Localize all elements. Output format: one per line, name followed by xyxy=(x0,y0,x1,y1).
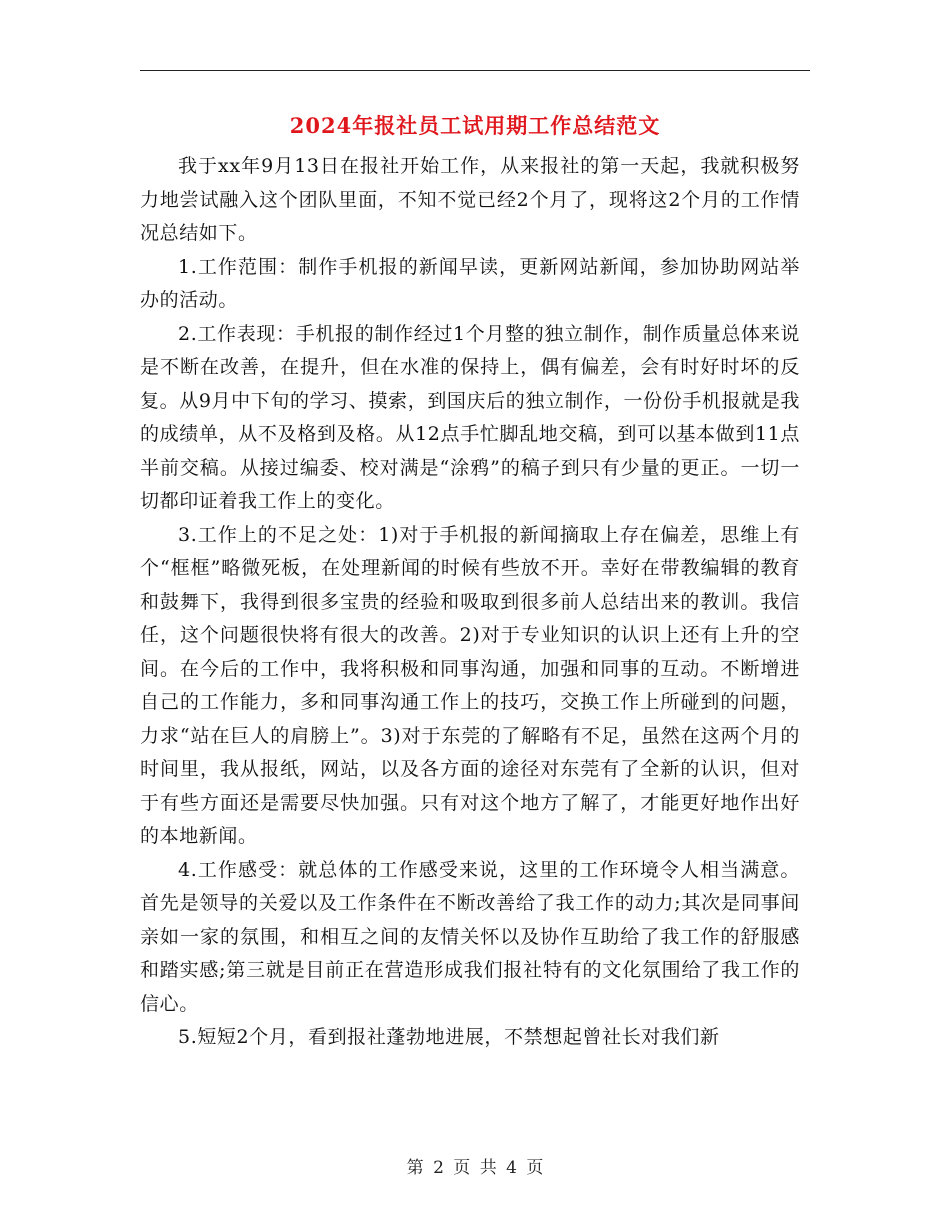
page-footer: 第 2 页 共 4 页 xyxy=(406,1158,544,1178)
document-title: 2024年报社员工试用期工作总结范文 xyxy=(289,113,661,138)
paragraph-intro: 我于xx年9月13日在报社开始工作，从来报社的第一天起，我就积极努力地尝试融入这个团队里面，不知不觉已经2个月了，现将这2个月的工作情况总结如下。 xyxy=(140,155,800,244)
paragraph-work-scope: 1.工作范围：制作手机报的新闻早读，更新网站新闻，参加协助网站举办的活动。 xyxy=(140,255,800,311)
paragraph-closing: 5.短短2个月，看到报社蓬勃地进展，不禁想起曾社长对我们新 xyxy=(178,1026,720,1048)
paragraph-feelings: 4.工作感受：就总体的工作感受来说，这里的工作环境令人相当满意。首先是领导的关爱以及工作条件在不断改善给了我工作的动力;其次是同事间亲如一家的氛围，和相互之间的友情关怀以及协作互助给了我工作的舒服感和踏实感;第三就是目前正在营造形成我们报社特有的文化氛围给了我工作的信心。 xyxy=(140,858,800,1015)
document-body xyxy=(140,150,800,1055)
paragraph-shortcomings: 3.工作上的不足之处：1)对于手机报的新闻摘取上存在偏差，思维上有个“框框”略微死板，在处理新闻的时候有些放不开。幸好在带教编辑的教育和鼓舞下，我得到很多宝贵的经验和吸取到很多前人总结出来的教训。我信任，这个问题很快将有很大的改善。2)对于专业知识的认识上还有上升的空间。在今后的工作中，我将积极和同事沟通，加强和同事的互动。不断增进自己的工作能力，多和同事沟通工作上的技巧，交换工作上所碰到的问题，力求“站在巨人的肩膀上”。3)对于东莞的了解略有不足，虽然在这两个月的时间里，我从报纸，网站，以及各方面的途径对东莞有了全新的认识，但对于有些方面还是需要尽快加强。只有对这个地方了解了，才能更好地作出好的本地新闻。 xyxy=(140,523,800,847)
paragraph-work-performance: 2.工作表现：手机报的制作经过1个月整的独立制作，制作质量总体来说是不断在改善，在提升，但在水准的保持上，偶有偏差，会有时好时坏的反复。从9月中下旬的学习、摸索，到国庆后的独立制作，一份份手机报就是我的成绩单，从不及格到及格。从12点手忙脚乱地交稿，到可以基本做到11点半前交稿。从接过编委、校对满是“涂鸦”的稿子到只有少量的更正。一切一切都印证着我工作上的变化。 xyxy=(140,322,800,512)
header-rule xyxy=(140,70,810,71)
